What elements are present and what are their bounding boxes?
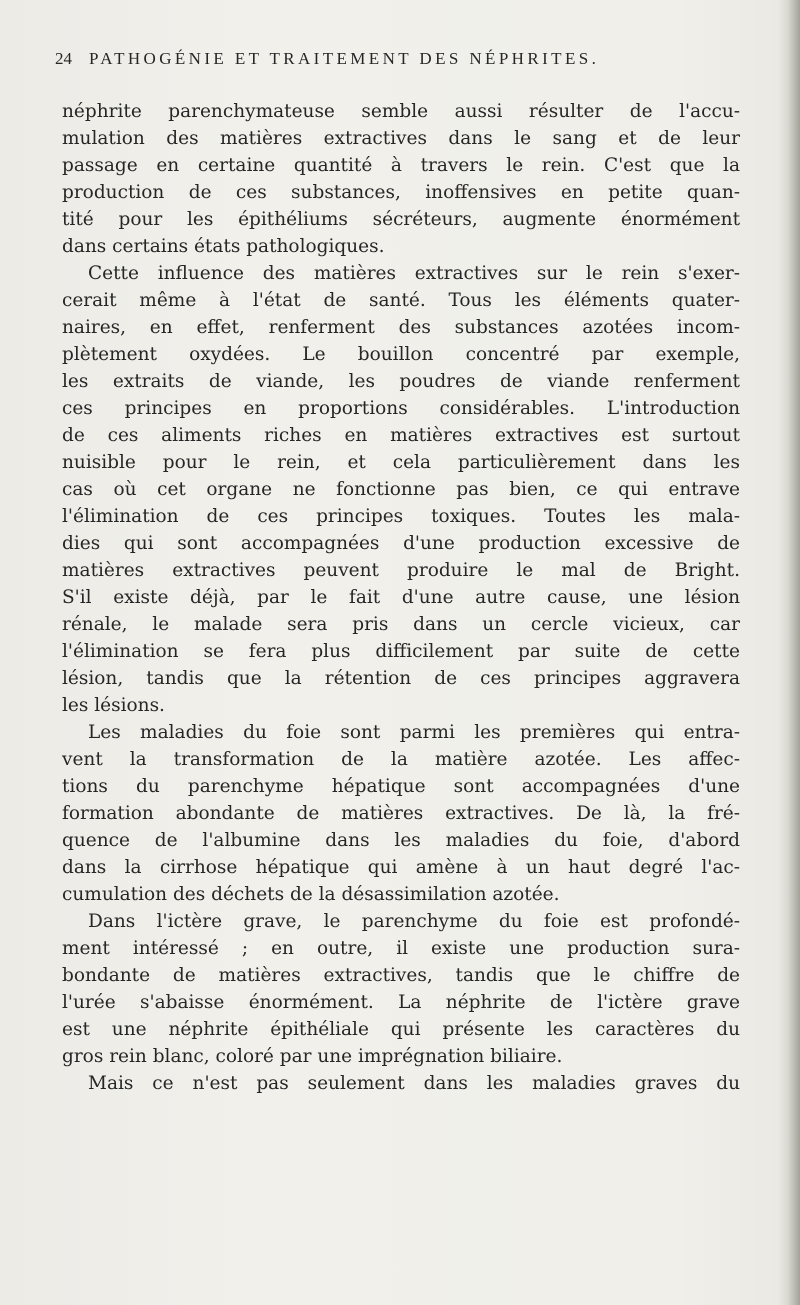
page-number: 24 [55,49,72,68]
text-line: les extraits de viande, les poudres de viande renferment [62,371,740,392]
text-line: plètement oxydées. Le bouillon concentré par exemple, [62,344,740,365]
text-line: cas où cet organe ne fonctionne pas bien, ce qui entrave [62,479,740,500]
text-line: dans la cirrhose hépatique qui amène à un haut degré l'ac- [62,857,740,878]
text-line: gros rein blanc, coloré par une imprégnation biliaire. [62,1046,563,1067]
text-line: matières extractives peuvent produire le mal de Bright. [62,560,740,581]
text-line: de ces aliments riches en matières extractives est surtout [62,425,740,446]
text-line: passage en certaine quantité à travers le rein. C'est que la [62,155,740,176]
text-line: dans certains états pathologiques. [62,236,385,257]
text-line: Les maladies du foie sont parmi les premières qui entra- [88,722,740,743]
text-line: lésion, tandis que la rétention de ces principes aggravera [62,668,740,689]
body-text [62,98,740,1097]
text-line: ment intéressé ; en outre, il existe une production sura- [62,938,740,959]
text-line: tions du parenchyme hépatique sont accompagnées d'une [62,776,740,797]
text-line: Cette influence des matières extractives sur le rein s'exer- [88,263,740,284]
text-line: les lésions. [62,695,165,716]
text-line: l'urée s'abaisse énormément. La néphrite de l'ictère grave [62,992,740,1013]
text-line: cumulation des déchets de la désassimilation azotée. [62,884,560,905]
text-line: vent la transformation de la matière azotée. Les affec- [62,749,740,770]
text-line: rénale, le malade sera pris dans un cercle vicieux, car [62,614,740,635]
text-line: quence de l'albumine dans les maladies du foie, d'abord [62,830,740,851]
text-line: production de ces substances, inoffensives en petite quan- [62,182,740,203]
text-line: l'élimination se fera plus difficilement par suite de cette [62,641,740,662]
running-title: PATHOGÉNIE ET TRAITEMENT DES NÉPHRITES. [89,49,600,68]
text-line: nuisible pour le rein, et cela particulièrement dans les [62,452,740,473]
text-line: néphrite parenchymateuse semble aussi résulter de l'accu- [62,101,740,122]
text-line: ces principes en proportions considérables. L'introduction [62,398,740,419]
text-line: est une néphrite épithéliale qui présente les caractères du [62,1019,740,1040]
text-line: dies qui sont accompagnées d'une production excessive de [62,533,740,554]
text-line: tité pour les épithéliums sécréteurs, augmente énormément [62,209,740,230]
text-line: cerait même à l'état de santé. Tous les éléments quater- [62,290,740,311]
text-line: bondante de matières extractives, tandis que le chiffre de [62,965,740,986]
text-line: Mais ce n'est pas seulement dans les maladies graves du [88,1073,740,1094]
text-line: S'il existe déjà, par le fait d'une autre cause, une lésion [62,587,740,608]
running-header [55,49,745,79]
page-edge-shadow [778,0,800,1305]
text-line: naires, en effet, renferment des substances azotées incom- [62,317,740,338]
text-line: formation abondante de matières extractives. De là, la fré- [62,803,740,824]
text-line: mulation des matières extractives dans le sang et de leur [62,128,740,149]
text-line: Dans l'ictère grave, le parenchyme du foie est profondé- [88,911,740,932]
text-line: l'élimination de ces principes toxiques. Toutes les mala- [62,506,740,527]
